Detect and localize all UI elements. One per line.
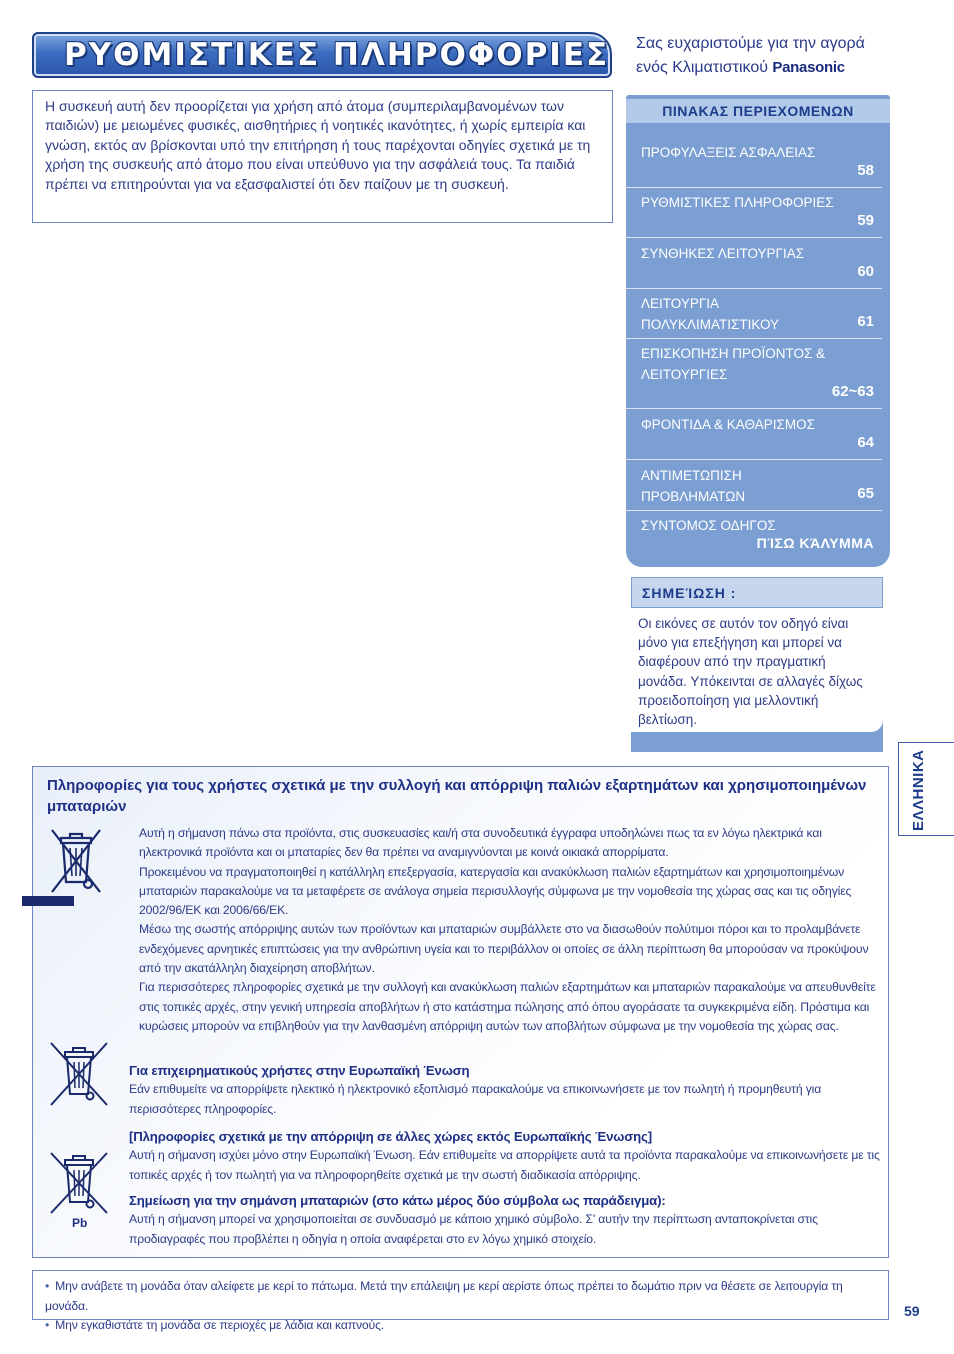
disposal-paragraph: Αυτή η σήμανση πάνω στα προϊόντα, στις συσκευασίες και/ή στα συνοδευτικά έγγραφα υποδηλώνει πως τα εν λόγω ηλεκτρικά και ηλεκτρονικά προϊόντα και οι μπαταρίες δεν θα πρέπει να αναμιγνύονται με κοινά οικιακά απορρίματα.	[139, 826, 822, 860]
note-text: Οι εικόνες σε αυτόν τον οδηγό είναι μόνο για επεξήγηση και μπορεί να διαφέρουν από την πραγματική μονάδα. Υπόκεινται σε αλλαγές δίχως προειδοποίηση για μελλοντική βελτίωση.	[631, 609, 883, 732]
bottom-note-item	[45, 1316, 876, 1336]
bottom-note-item	[45, 1277, 876, 1316]
battery-bin-icon	[48, 1150, 110, 1216]
disposal-main-text	[139, 824, 879, 1036]
table-of-contents	[626, 95, 890, 567]
toc-item-label: ΛΕΙΤΟΥΡΓΙΑ ΠΟΛΥΚΛΙΜΑΤΙΣΤΙΚΟΥ	[641, 296, 780, 332]
disposal-paragraph: Προκειμένου να πραγματοποιηθεί η κατάλληλη επεξεργασία, κατεργασία και ανακύκλωση παλιών εξαρτημάτων και χρησιμοποιημένων μπαταριών παρακαλούμε να τα μεταφέρετε σε ανάλογα σημεία περισυλλογής σύμφωνα με την νομοθεσία της χώρας σας και τις οδηγίες 2002/96/ΕΚ και 2006/66/ΕΚ.	[139, 864, 852, 918]
toc-item-page: 64	[857, 434, 874, 451]
bottom-note-text: Μην ανάβετε τη μονάδα όταν αλείφετε με κερί το πάτωμα. Μετά την επάλειψη με κερί αερίστε όπως πρέπει το δωμάτιο πριν να θέσετε σε λειτουργία τη μονάδα.	[45, 1279, 843, 1313]
safety-warning-box	[32, 90, 613, 223]
toc-divider	[626, 459, 882, 460]
note-panel	[631, 609, 883, 752]
toc-item-label: ΠΡΟΦΥΛΑΞΕΙΣ ΑΣΦΑΛΕΙΑΣ	[641, 145, 816, 160]
disposal-paragraph: Για περισσότερες πληροφορίες σχετικά με την συλλογή και ανακύκλωση παλιών εξαρτημάτων και μπαταριών παρακαλούμε να απευθυνθείτε στις τοπικές αρχές, στην γενική υπηρεσία αποβλήτων ή στο κατάστημα πώλησης από όπου αγοράσατε τα συγκεκριμένα είδη. Πρόστιμα και κυρώσεις μπορούν να επιβληθούν για την λανθασμένη απόρριψη αυτών των αποβλήτων σύμφωνα με την νομοθεσία της χώρας σας.	[139, 980, 876, 1033]
brand-logo: Panasonic	[772, 59, 845, 76]
toc-item-label: ΦΡΟΝΤΙΔΑ & ΚΑΘΑΡΙΣΜΟΣ	[641, 417, 815, 432]
toc-divider	[626, 338, 882, 339]
language-tab-label: ΕΛΛΗΝΙΚΑ	[910, 749, 927, 831]
toc-item-page: 62~63	[831, 383, 874, 400]
thanks-line-2-text: ενός Κλιματιστικού	[636, 59, 768, 76]
weee-bin-bar	[22, 896, 74, 906]
outside-eu-text: Αυτή η σήμανση ισχύει μόνο στην Ευρωπαϊκή Ένωση. Εάν επιθυμείτε να απορρίψετε αυτά τα προϊόντα παρακαλούμε να επικοινωνήσετε με τις τοπικές αρχές ή τον πωλητή για να πληροφορηθείτε σχετικά με την σωστή διαδικασία απόρριψης.	[129, 1148, 880, 1182]
toc-divider	[626, 510, 882, 511]
weee-bin-icon-business	[48, 1040, 110, 1108]
thanks-line-1: Σας ευχαριστούμε για την αγορά	[636, 35, 865, 52]
toc-item-page: 61	[857, 313, 874, 330]
toc-divider	[626, 408, 882, 409]
toc-item-page: 60	[857, 263, 874, 280]
title-banner	[32, 32, 612, 78]
toc-item-page: ΠΊΣΩ ΚΆΛΥΜΜΑ	[756, 535, 874, 551]
disposal-heading: Πληροφορίες για τους χρήστες σχετικά με την συλλογή και απόρριψη παλιών εξαρτημάτων και χρησιμοποιημένων μπαταριών	[47, 777, 867, 815]
page-number: 59	[904, 1303, 920, 1319]
bullet-icon: •	[45, 1318, 50, 1332]
toc-item-label: ΣΥΝΤΟΜΟΣ ΟΔΗΓΟΣ	[641, 518, 776, 533]
toc-item-label: ΡΥΘΜΙΣΤΙΚΕΣ ΠΛΗΡΟΦΟΡΙΕΣ	[641, 195, 834, 210]
toc-divider	[626, 187, 882, 188]
bottom-notes-box	[32, 1270, 889, 1332]
business-users-section	[129, 1061, 881, 1119]
disposal-info-box	[32, 766, 889, 1258]
toc-item-page: 59	[857, 212, 874, 229]
note-title: ΣΗΜΕΊΩΣΗ :	[631, 577, 883, 608]
business-users-title: Για επιχειρηματικούς χρήστες στην Ευρωπαϊκή Ένωση	[129, 1063, 470, 1078]
safety-warning-text: Η συσκευή αυτή δεν προορίζεται για χρήση από άτομα (συμπεριλαμβανομένων των παιδιών) με μειωμένες φυσικές, αισθητήριες ή νοητικές ικανότητες, ή χωρίς εμπειρία και γνώση, εκτός αν βρίσκονται υπό την επιτήρηση ή τους παρέχονται οδηγίες σχετικά με τη χρήση της συσκευής από άτομο που είναι υπεύθυνο για την ασφάλειά τους. Τα παιδιά πρέπει να επιτηρούνται για να εξασφαλιστεί ότι δεν παίζουν με τη συσκευή.	[45, 98, 591, 192]
weee-bin-icon	[48, 826, 104, 896]
outside-eu-section	[129, 1127, 881, 1185]
battery-note-section	[129, 1191, 881, 1249]
toc-item-label: ΑΝΤΙΜΕΤΩΠΙΣΗ ΠΡΟΒΛΗΜΑΤΩΝ	[641, 468, 746, 504]
bullet-icon: •	[45, 1279, 50, 1293]
disposal-paragraph: Μέσω της σωστής απόρριψης αυτών των προϊόντων και μπαταριών συμβάλλετε στο να διασωθούν πολύτιμοι πόροι και το προλαμβάνετε ενδεχόμενες αρνητικές επιπτώσεις για την ανθρώπινη υγεία και το περιβάλλον οι οποίες σε άλλη περίπτωση θα μπορούσαν να προκύψουν από την ακατάλληλη διαχείρηση αποβλήτων.	[139, 922, 869, 976]
bottom-note-text: Μην εγκαθιστάτε τη μονάδα σε περιοχές με λάδια και καπνούς.	[55, 1318, 385, 1332]
battery-note-title: Σημείωση για την σημάνση μπαταριών (στο κάτω μέρος δύο σύμβολα ως παράδειγμα):	[129, 1193, 666, 1208]
toc-divider	[626, 237, 882, 238]
language-tab	[898, 742, 954, 836]
page-title: ΡΥΘΜΙΣΤΙΚΕΣ ΠΛΗΡΟΦΟΡΙΕΣ	[64, 37, 610, 73]
pb-chemical-symbol: Pb	[72, 1216, 88, 1230]
toc-item-page: 65	[857, 485, 874, 502]
toc-item-page: 58	[857, 162, 874, 179]
toc-divider	[626, 288, 882, 289]
business-users-text: Εάν επιθυμείτε να απορρίψετε ηλεκτικό ή ηλεκτρονικό εξοπλισμό παρακαλούμε να επικοινωνήσετε με τον πωλητή ή προμηθευτή για περισσότερες πληροφορίες.	[129, 1082, 822, 1116]
toc-item-label: ΣΥΝΘΗΚΕΣ ΛΕΙΤΟΥΡΓΙΑΣ	[641, 246, 805, 261]
thanks-text	[636, 32, 896, 80]
toc-item-label: ΕΠΙΣΚΟΠΗΣΗ ΠΡΟΪΟΝΤΟΣ & ΛΕΙΤΟΥΡΓΙΕΣ	[641, 346, 826, 382]
thanks-line-2	[636, 56, 896, 80]
toc-title: ΠΙΝΑΚΑΣ ΠΕΡΙΕΧΟΜΕΝΩΝ	[626, 99, 890, 123]
outside-eu-title: [Πληροφορίες σχετικά με την απόρριψη σε άλλες χώρες εκτός Ευρωπαϊκής Ένωσης]	[129, 1129, 652, 1144]
battery-note-text: Αυτή η σήμανση μπορεί να χρησιμοποιείται σε συνδυασμό με κάποιο χημικό σύμβολο. Σ' αυτήν την περίπτωση ανταποκρίνεται στις προδιαγραφές που προβλέπει η οδηγία η οποία αναφέρεται στο εν λόγω χημικό στοιχείο.	[129, 1212, 818, 1246]
